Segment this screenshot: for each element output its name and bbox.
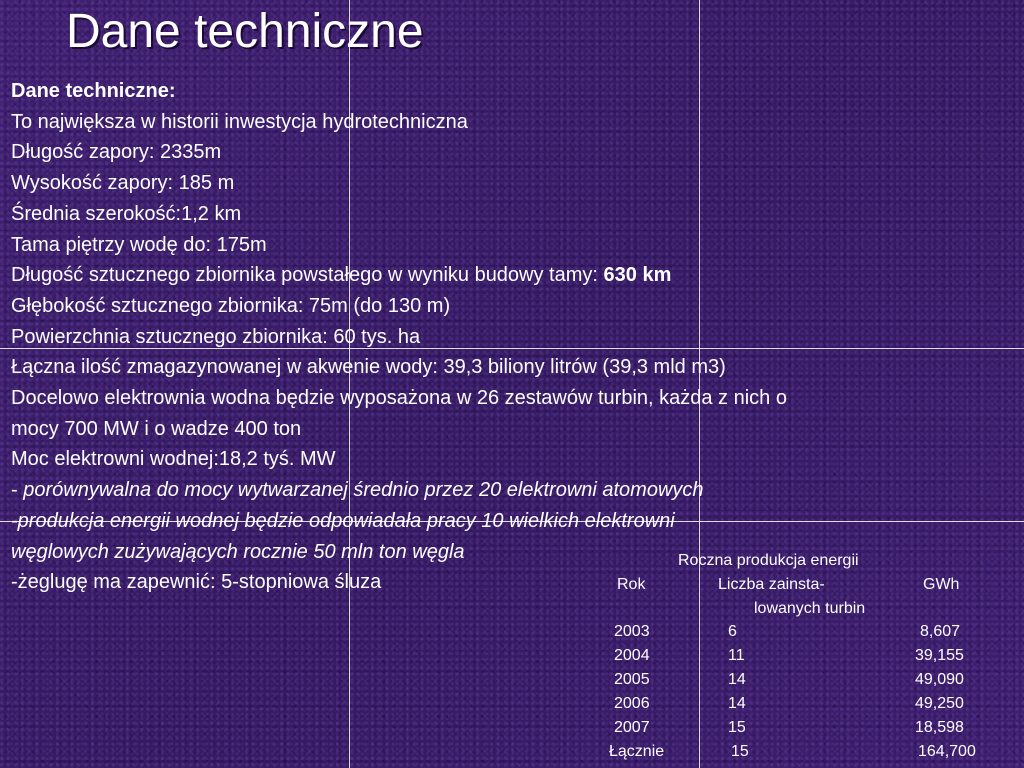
text-line: Długość zapory: 2335m [11, 141, 222, 164]
text-line: Łączna ilość zmagazynowanej w akwenie wody: 39,3 biliony litrów (39,3 mld m3) [11, 356, 726, 379]
cell-gwh: 18,598 [915, 719, 964, 736]
comparison-text: porównywalna do mocy wytwarzanej średnio przez 20 elektrowni atomowych [23, 479, 704, 502]
cell-turbines: 11 [728, 647, 745, 664]
text-line: Tama piętrzy wodę do: 175m [11, 233, 267, 256]
slide-title: Dane techniczne [66, 5, 424, 58]
cell-year: 2003 [614, 623, 650, 640]
text-line: Średnia szerokość:1,2 km [11, 202, 242, 225]
cell-gwh: 49,090 [915, 671, 964, 688]
coal-line: węglowych zużywających rocznie 50 mln ton węgla [11, 540, 465, 563]
header-gwh: GWh [923, 576, 960, 593]
comparison-line [11, 475, 1016, 506]
reservoir-length-line [11, 260, 1016, 291]
header-turbines-cont: lowanych turbin [754, 600, 866, 617]
production-table-title: Roczna produkcja energii [678, 552, 859, 569]
cell-turbines: 6 [728, 623, 737, 640]
cell-turbines: 15 [728, 719, 746, 736]
text-line: To największa w historii inwestycja hydrotechniczna [11, 110, 468, 133]
technical-data-text [11, 76, 1016, 598]
text-line: Docelowo elektrownia wodna będzie wyposażona w 26 zestawów turbin, każda z nich o [11, 387, 787, 410]
text-line: mocy 700 MW i o wadze 400 ton [11, 417, 302, 440]
cell-total-label: Łącznie [609, 743, 665, 760]
cell-gwh: 8,607 [920, 623, 961, 640]
cell-year: 2005 [614, 671, 650, 688]
text-line: Wysokość zapory: 185 m [11, 172, 235, 195]
cell-gwh: 39,155 [915, 647, 964, 664]
cell-gwh: 164,700 [918, 743, 976, 760]
cell-turbines: 14 [728, 695, 746, 712]
coal-line: -produkcja energii wodnej będzie odpowiadała pracy 10 wielkich elektrowni [11, 509, 675, 532]
intro-heading: Dane techniczne: [11, 80, 176, 102]
header-year: Rok [617, 576, 646, 593]
reservoir-length-value: 630 km [603, 264, 672, 287]
cell-year: 2007 [614, 719, 650, 736]
reservoir-length-label: Długość sztucznego zbiornika powstałego w wyniku budowy tamy: [11, 264, 604, 287]
cell-year: 2004 [614, 647, 650, 664]
text-line: Moc elektrowni wodnej:18,2 tyś. MW [11, 448, 336, 471]
cell-turbines: 14 [728, 671, 746, 688]
comparison-prefix: - [11, 479, 24, 502]
text-line: Głębokość sztucznego zbiornika: 75m (do 130 m) [11, 294, 451, 317]
header-turbines: Liczba zainsta- [718, 576, 825, 593]
navigation-line: -żeglugę ma zapewnić: 5-stopniowa śluza [11, 571, 382, 594]
cell-year: 2006 [614, 695, 650, 712]
cell-turbines: 15 [731, 743, 749, 760]
text-line: Powierzchnia sztucznego zbiornika: 60 tys. ha [11, 325, 421, 348]
cell-gwh: 49,250 [915, 695, 964, 712]
